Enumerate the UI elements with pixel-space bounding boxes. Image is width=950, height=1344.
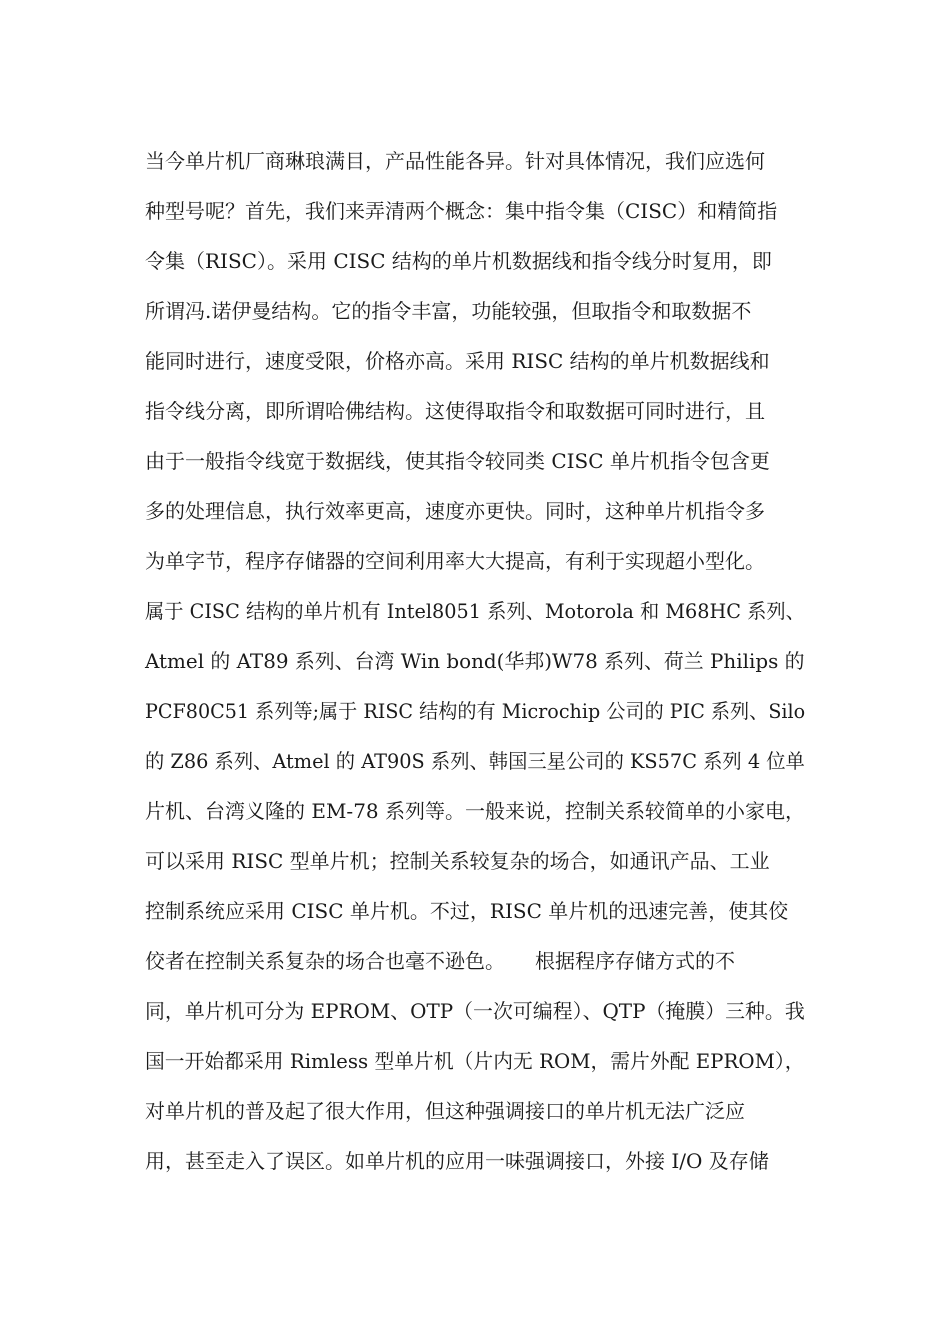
text-line-9: 为单字节，程序存储器的空间利用率大大提高，有利于实现超小型化。	[145, 549, 765, 573]
text-line-16: 控制系统应采用 CISC 单片机。不过，RISC 单片机的迅速完善，使其佼	[145, 899, 789, 923]
text-line-8: 多的处理信息，执行效率更高，速度亦更快。同时，这种单片机指令多	[145, 499, 765, 523]
text-line-19: 国一开始都采用 Rimless 型单片机（片内无 ROM，需片外配 EPROM），	[145, 1049, 805, 1073]
text-line-14: 片机、台湾义隆的 EM-78 系列等。一般来说，控制关系较简单的小家电，	[145, 799, 805, 823]
text-line-4: 所谓冯.诺伊曼结构。它的指令丰富，功能较强，但取指令和取数据不	[145, 299, 752, 323]
text-line-15: 可以采用 RISC 型单片机；控制关系较复杂的场合，如通讯产品、工业	[145, 849, 770, 873]
text-line-3: 令集（RISC）。采用 CISC 结构的单片机数据线和指令线分时复用，即	[145, 249, 772, 273]
text-line-10: 属于 CISC 结构的单片机有 Intel8051 系列、Motorola 和 M68HC 系列、	[145, 599, 805, 623]
text-line-5: 能同时进行，速度受限，价格亦高。采用 RISC 结构的单片机数据线和	[145, 349, 770, 373]
text-line-1: 当今单片机厂商琳琅满目，产品性能各异。针对具体情况，我们应选何	[145, 149, 765, 173]
text-line-21: 用，甚至走入了误区。如单片机的应用一味强调接口，外接 I/O 及存储	[145, 1149, 769, 1173]
text-line-20: 对单片机的普及起了很大作用，但这种强调接口的单片机无法广泛应	[145, 1099, 745, 1123]
text-line-13: 的 Z86 系列、Atmel 的 AT90S 系列、韩国三星公司的 KS57C 系列 4 位单	[145, 749, 805, 773]
text-line-7: 由于一般指令线宽于数据线，使其指令较同类 CISC 单片机指令包含更	[145, 449, 770, 473]
text-line-2: 种型号呢？首先，我们来弄清两个概念：集中指令集（CISC）和精简指	[145, 199, 778, 223]
text-line-18: 同，单片机可分为 EPROM、OTP（一次可编程）、QTP（掩膜）三种。我	[145, 999, 805, 1023]
text-line-12: PCF80C51 系列等;属于 RISC 结构的有 Microchip 公司的 PIC 系列、Silo	[145, 699, 806, 723]
text-line-11: Atmel 的 AT89 系列、台湾 Win bond(华邦)W78 系列、荷兰 Philips 的	[145, 649, 805, 673]
text-line-6: 指令线分离，即所谓哈佛结构。这使得取指令和取数据可同时进行，且	[145, 399, 765, 423]
text-line-17: 佼者在控制关系复杂的场合也毫不逊色。 根据程序存储方式的不	[145, 949, 735, 973]
